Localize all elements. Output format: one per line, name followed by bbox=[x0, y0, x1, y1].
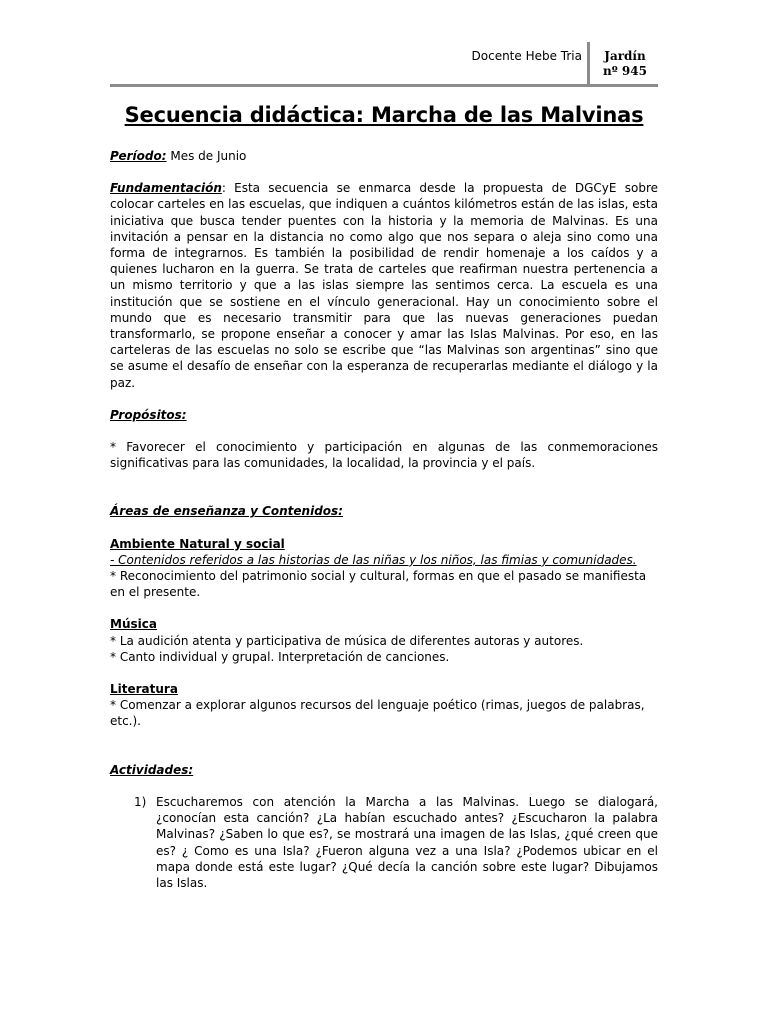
page-header bbox=[110, 40, 658, 87]
literatura-title: Literatura bbox=[110, 682, 178, 697]
ambiente-subtitle: - Contenidos referidos a las historias de las niñas y los niños, las fimias y comunidades. bbox=[110, 552, 637, 567]
musica-title: Música bbox=[110, 617, 157, 632]
fundamentacion-paragraph bbox=[110, 180, 658, 391]
ambiente-item: * Reconocimiento del patrimonio social y cultural, formas en que el pasado se manifiesta en el presente. bbox=[110, 569, 647, 600]
periodo-label: Período: bbox=[110, 149, 167, 163]
list-item-text: Escucharemos con atención la Marcha a las Malvinas. Luego se dialogará, ¿conocían esta canción? ¿La habían escuchado antes? ¿Escucharon la palabra Malvinas? ¿Saben lo que es?, se mostrará una imagen de las Islas, ¿qué creen que es? ¿ Como es una Isla? ¿Fueron alguna vez a una Isla? ¿Podemos ubicar en el mapa donde está este lugar? ¿Qué decía la canción sobre este lugar? Dibujamos las Islas. bbox=[156, 794, 658, 890]
document-title: Secuencia didáctica: Marcha de las Malvinas bbox=[124, 103, 644, 127]
periodo-text: Mes de Junio bbox=[166, 149, 247, 163]
periodo-paragraph bbox=[110, 148, 658, 164]
ambiente-heading bbox=[110, 536, 658, 552]
literatura-heading bbox=[110, 681, 658, 697]
areas-heading bbox=[110, 503, 658, 519]
areas-label: Áreas de enseñanza y Contenidos: bbox=[110, 504, 343, 519]
ambiente-title: Ambiente Natural y social bbox=[110, 536, 285, 551]
fundamentacion-text: : Esta secuencia se enmarca desde la propuesta de DGCyE sobre colocar carteles en las escuelas, que indiquen a cuántos kilómetros están de las islas, esta iniciativa que busca tender puentes con la historia y la memoria de Malvinas. Es una invitación a pensar en la distancia no como algo que nos separa o aleja sino como una forma de integrarnos. Es también la posibilidad de rendir homenaje a los caídos y a quienes lucharon en la guerra. Se trata de carteles que reafirman nuestra pertenencia a un mismo territorio y que a las islas siempre las sentimos cerca. La escuela es una institución que se sostiene en el vínculo generacional. Hay un conocimiento sobre el mundo que es necesario transmitir para que las nuevas generaciones puedan transformarlo, se propone enseñar a conocer y amar las Islas Malvinas. Por eso, en las carteleras de las escuelas no solo se escribe que “las Malvinas son argentinas” sino que se asume el desafío de enseñar con la esperanza de recuperarlas mediante el diálogo y la paz. bbox=[110, 181, 658, 390]
header-divider bbox=[587, 42, 590, 84]
document-body bbox=[110, 148, 658, 891]
musica-item-1: * La audición atenta y participativa de música de diferentes autoras y autores. bbox=[110, 633, 584, 648]
school-label bbox=[592, 49, 658, 79]
list-item-number: 1) bbox=[134, 794, 147, 809]
actividades-label: Actividades: bbox=[110, 762, 194, 777]
teacher-name: Docente Hebe Tria bbox=[471, 49, 582, 63]
propositos-heading bbox=[110, 407, 658, 423]
propositos-label: Propósitos: bbox=[110, 407, 187, 422]
fundamentacion-label: Fundamentación bbox=[110, 181, 222, 196]
literatura-item: * Comenzar a explorar algunos recursos del lenguaje poético (rimas, juegos de palabras, etc.). bbox=[110, 698, 645, 729]
school-line-2: nº 945 bbox=[603, 64, 647, 78]
school-line-1: Jardín bbox=[604, 49, 646, 63]
actividades-list bbox=[110, 794, 658, 891]
actividades-heading bbox=[110, 762, 658, 778]
list-item bbox=[110, 794, 658, 891]
propositos-item: * Favorecer el conocimiento y participación en algunas de las conmemoraciones significativas para las comunidades, la localidad, la provincia y el país. bbox=[110, 440, 658, 471]
musica-item-2: * Canto individual y grupal. Interpretación de canciones. bbox=[110, 649, 450, 664]
ambiente-subtitle-line bbox=[110, 552, 658, 568]
musica-heading bbox=[110, 616, 658, 632]
